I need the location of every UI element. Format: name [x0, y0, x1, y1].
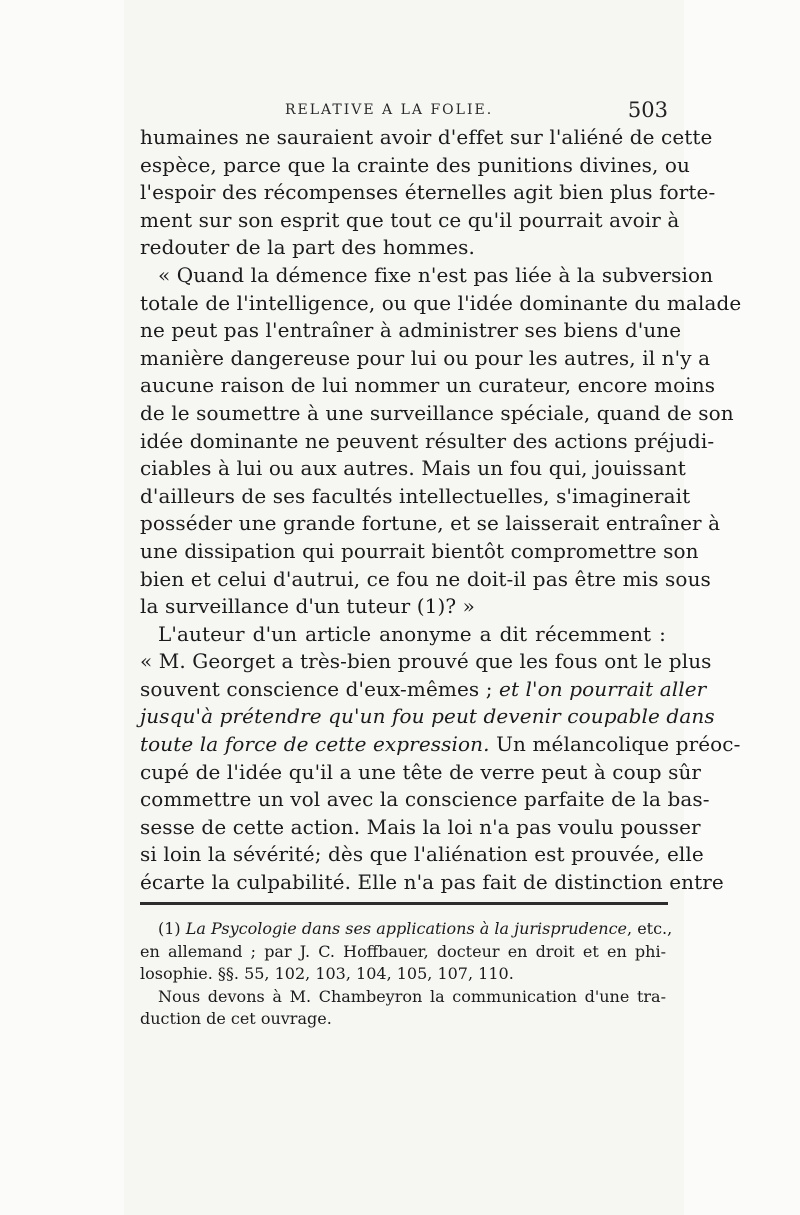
- footnote-line: en allemand ; par J. C. Hoffbauer, docteur en droit et en phi-: [140, 941, 666, 961]
- footnote-marker: (1): [158, 919, 181, 938]
- text-line: espèce, parce que la crainte des punitions divines, ou: [140, 152, 691, 177]
- text-line: une dissipation qui pourrait bientôt compromettre son: [140, 538, 699, 563]
- footnote-line: losophie. §§. 55, 102, 103, 104, 105, 107, 110.: [140, 964, 514, 983]
- text-line: [140, 731, 741, 759]
- footnote: [140, 918, 673, 1031]
- text-line: écarte la culpabilité. Elle n'a pas fait de distinction entre: [140, 870, 724, 895]
- body-text: [140, 124, 742, 897]
- text-line: posséder une grande fortune, et se laisserait entraîner à: [140, 511, 721, 536]
- text-segment: souvent conscience d'eux-mêmes ;: [140, 676, 493, 701]
- text-segment: Un mélancolique préoc-: [496, 732, 741, 757]
- text-line: humaines ne sauraient avoir d'effet sur l'aliéné de cette: [140, 125, 713, 149]
- text-line: si loin la sévérité; dès que l'aliénation est prouvée, elle: [140, 842, 704, 867]
- text-line: totale de l'intelligence, ou que l'idée dominante du malade: [140, 290, 742, 315]
- text-line: ne peut pas l'entraîner à administrer ses biens d'une: [140, 318, 682, 343]
- text-line: d'ailleurs de ses facultés intellectuelles, s'imaginerait: [140, 483, 691, 508]
- text-line: « Quand la démence fixe n'est pas liée à la subversion: [158, 262, 714, 287]
- text-line: l'espoir des récompenses éternelles agit bien plus forte-: [140, 180, 716, 205]
- text-line: la surveillance d'un tuteur (1)? »: [140, 594, 475, 619]
- page-number: 503: [627, 98, 668, 122]
- text-line: manière dangereuse pour lui ou pour les autres, il n'y a: [140, 345, 711, 370]
- text-line: commettre un vol avec la conscience parfaite de la bas-: [140, 787, 710, 812]
- italic-segment: toute la force de cette expression.: [140, 732, 490, 757]
- text-segment: , etc.,: [627, 919, 673, 938]
- footnote-title: La Psycologie dans ses applications à la jurisprudence: [185, 919, 628, 938]
- running-head: RELATIVE A LA FOLIE.: [285, 102, 494, 118]
- text-line: cupé de l'idée qu'il a une tête de verre peut à coup sûr: [140, 759, 702, 784]
- italic-segment: jusqu'à prétendre qu'un fou peut devenir coupable dans: [140, 704, 715, 729]
- footnote-line: Nous devons à M. Chambeyron la communication d'une tra-: [158, 986, 666, 1006]
- text-line: redouter de la part des hommes.: [140, 235, 475, 260]
- text-line: aucune raison de lui nommer un curateur, encore moins: [140, 373, 716, 398]
- footnote-line: [140, 918, 673, 941]
- text-line: de le soumettre à une surveillance spéciale, quand de son: [140, 400, 734, 425]
- footnote-line: duction de cet ouvrage.: [140, 1009, 332, 1028]
- text-line: bien et celui d'autrui, ce fou ne doit-il pas être mis sous: [140, 566, 711, 591]
- text-line: ciables à lui ou aux autres. Mais un fou qui, jouissant: [140, 456, 686, 481]
- text-line: [140, 676, 707, 704]
- text-line: sesse de cette action. Mais la loi n'a pas voulu pousser: [140, 814, 701, 839]
- text-line: « M. Georget a très-bien prouvé que les fous ont le plus: [140, 649, 712, 674]
- text-line: [140, 703, 715, 731]
- text-line: L'auteur d'un article anonyme a dit récemment :: [158, 621, 666, 646]
- text-line: ment sur son esprit que tout ce qu'il pourrait avoir à: [140, 207, 680, 232]
- text-line: idée dominante ne peuvent résulter des actions préjudi-: [140, 428, 715, 453]
- footnote-rule: [140, 902, 668, 905]
- page-header: [140, 98, 668, 126]
- italic-segment: et l'on pourrait aller: [499, 676, 707, 701]
